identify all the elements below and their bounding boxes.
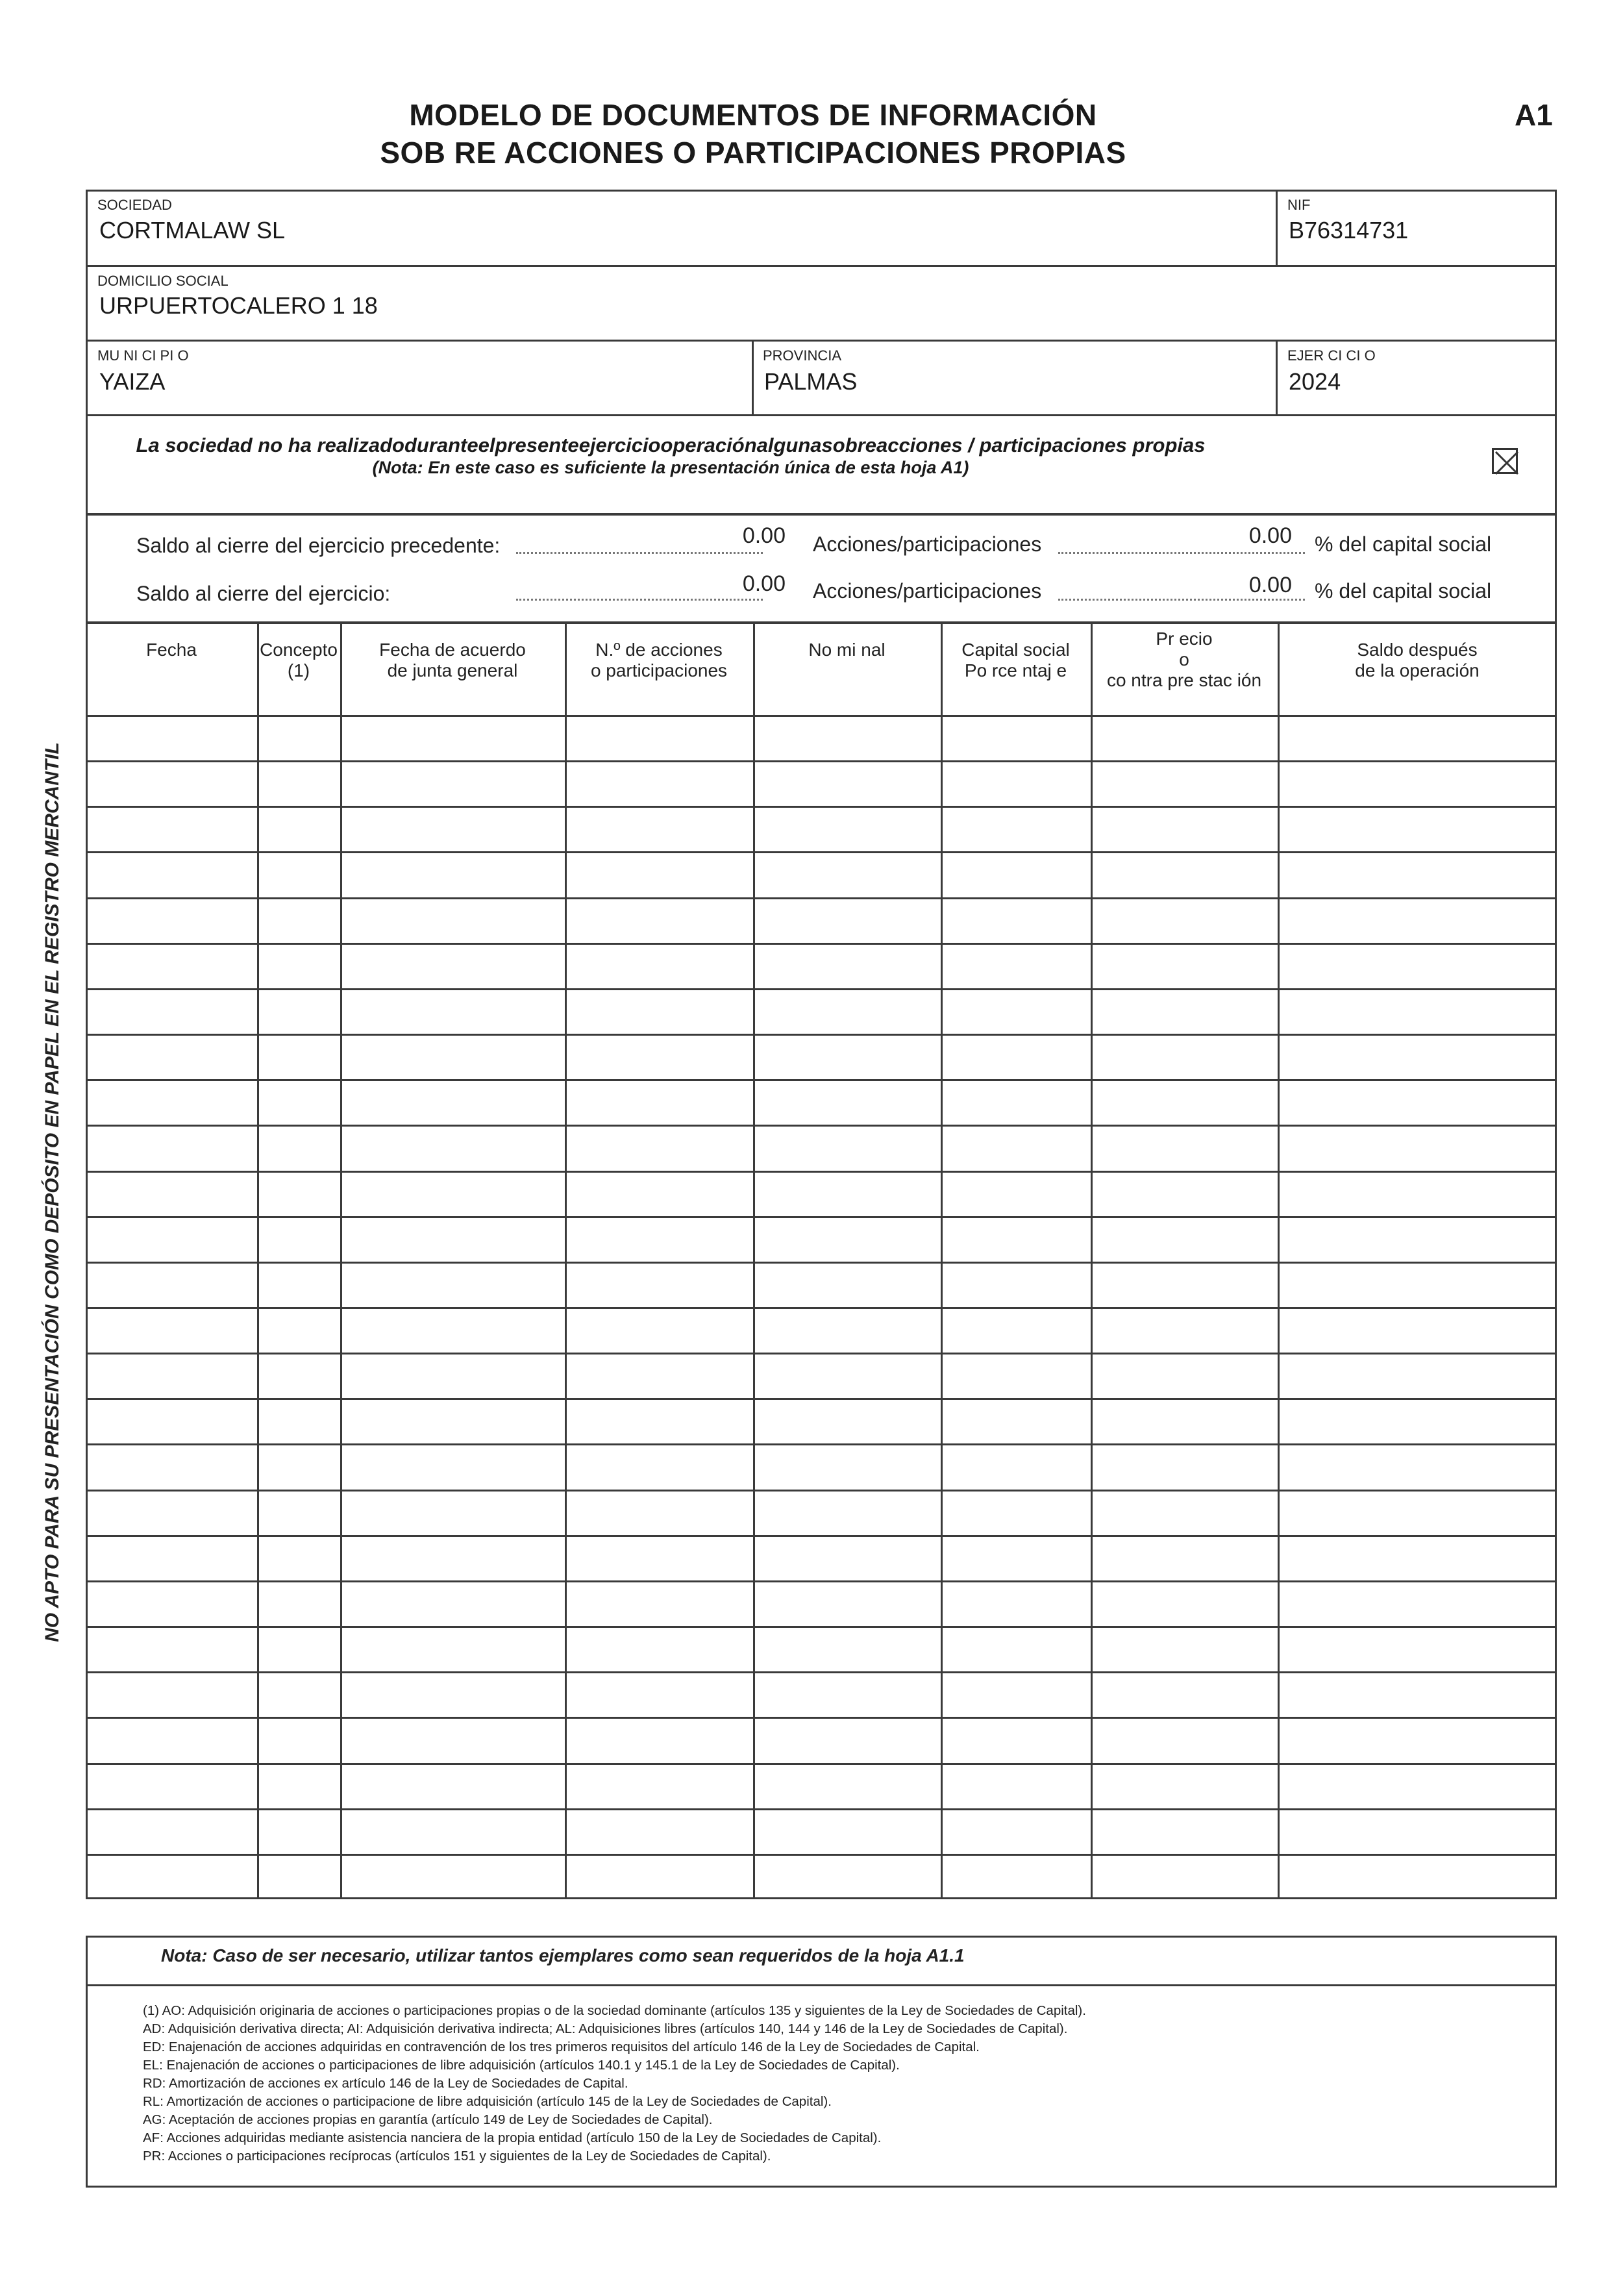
table-row-line <box>86 1262 1557 1264</box>
table-row-line <box>86 1398 1557 1400</box>
footnote-line: RL: Amortización de acciones o participacione de libre adquisición (artículo 145 de la Ley de Sociedades de Capital). <box>143 2094 832 2109</box>
footnote-line: ED: Enajenación de acciones adquiridas en contravención de los tres primeros requisitos del artículo 146 de la Ley de Sociedades de Capital. <box>143 2040 980 2054</box>
table-row-line <box>86 943 1557 945</box>
table-row-line <box>86 806 1557 808</box>
domicilio-label: DOMICILIO SOCIAL <box>97 273 229 289</box>
col-header-precio: Pr ecio o co ntra pre stac ión <box>1106 629 1262 690</box>
table-row-line <box>86 851 1557 853</box>
municipio-label: MU NI CI PI O <box>97 347 189 364</box>
title-line-1: MODELO DE DOCUMENTOS DE INFORMACIÓN <box>409 98 1097 132</box>
ejercicio-label: EJER CI CI O <box>1287 347 1376 364</box>
table-row-line <box>86 988 1557 990</box>
table-row-line <box>86 1216 1557 1218</box>
col-header-saldo-despues: Saldo después de la operación <box>1355 640 1480 680</box>
acciones-label: Acciones/participaciones <box>813 579 1042 603</box>
table-row-line <box>86 1854 1557 1856</box>
saldo-cierre-pct: 0.00 <box>1248 573 1292 597</box>
municipio-value: YAIZA <box>99 368 166 395</box>
sociedad-label: SOCIEDAD <box>97 197 172 213</box>
saldo-precedente-value: 0.00 <box>742 523 786 548</box>
column-divider <box>340 621 342 1899</box>
dotted-leader <box>1058 552 1305 554</box>
divider <box>86 414 1557 416</box>
saldo-cierre-label: Saldo al cierre del ejercicio: <box>136 582 391 605</box>
title-line-2: SOB RE ACCIONES O PARTICIPACIONES PROPIAS <box>380 136 1126 169</box>
pct-capital-label: % del capital social <box>1315 579 1492 603</box>
col-header-fecha: Fecha <box>146 640 197 660</box>
table-row-line <box>86 1580 1557 1582</box>
checkmark-x-icon <box>1494 450 1520 476</box>
table-row-line <box>86 1034 1557 1036</box>
dotted-leader <box>1058 599 1305 601</box>
col-header-concepto: Concepto (1) <box>260 640 338 680</box>
divider <box>86 1984 1557 1986</box>
saldo-precedente-pct: 0.00 <box>1248 523 1292 548</box>
column-divider <box>1278 621 1280 1899</box>
notice-note: (Nota: En este caso es suficiente la presentación única de esta hoja A1) <box>372 458 969 477</box>
column-divider <box>1091 621 1093 1899</box>
footnote-line: EL: Enajenación de acciones o participaciones de libre adquisición (artículos 140.1 y 145.1 de la Ley de Sociedades de Capital). <box>143 2058 900 2073</box>
nif-value: B76314731 <box>1289 217 1409 243</box>
table-row-line <box>86 897 1557 899</box>
footnote-line: RD: Amortización de acciones ex artículo 146 de la Ley de Sociedades de Capital. <box>143 2076 628 2091</box>
divider <box>86 340 1557 342</box>
footnote-line: (1) AO: Adquisición originaria de acciones o participaciones propias o de la sociedad dominante (artículos 135 y siguientes de la Ley de Sociedades de Capital). <box>143 2003 1086 2018</box>
provincia-value: PALMAS <box>764 368 858 395</box>
table-row-line <box>86 760 1557 762</box>
no-operations-checkbox[interactable] <box>1492 448 1518 474</box>
table-row-line <box>86 1307 1557 1309</box>
provincia-label: PROVINCIA <box>763 347 842 364</box>
column-divider <box>257 621 259 1899</box>
table-row-line <box>86 1808 1557 1810</box>
saldo-precedente-label: Saldo al cierre del ejercicio precedente: <box>136 534 501 557</box>
col-header-num-acciones: N.º de acciones o participaciones <box>590 640 728 680</box>
table-row-line <box>86 1353 1557 1354</box>
table-row-line <box>86 1717 1557 1719</box>
ejercicio-value: 2024 <box>1289 368 1341 395</box>
table-row-line <box>86 1079 1557 1081</box>
divider <box>752 340 754 414</box>
note-text: Nota: Caso de ser necesario, utilizar tantos ejemplares como sean requeridos de la hoja A1.1 <box>161 1945 965 1965</box>
pct-capital-label: % del capital social <box>1315 532 1492 556</box>
form-code: A1 <box>1515 98 1553 132</box>
acciones-label: Acciones/participaciones <box>813 532 1042 556</box>
table-row-line <box>86 1171 1557 1173</box>
saldos-box <box>86 513 1557 624</box>
divider <box>86 265 1557 267</box>
col-header-fecha-acuerdo: Fecha de acuerdo de junta general <box>379 640 526 680</box>
column-divider <box>941 621 943 1899</box>
table-row-line <box>86 1626 1557 1628</box>
table-row-line <box>86 1490 1557 1491</box>
table-row-line <box>86 1671 1557 1673</box>
no-operations-notice: La sociedad no ha realizadoduranteelpresenteejerciciooperaciónalgunasobreacciones / participaciones propias <box>136 434 1206 456</box>
col-header-capital-social: Capital social Po rce ntaj e <box>961 640 1070 680</box>
footnote-line: AG: Aceptación de acciones propias en garantía (artículo 149 de Ley de Sociedades de Capital). <box>143 2112 713 2127</box>
divider <box>1276 190 1278 265</box>
footnote-line: AF: Acciones adquiridas mediante asistencia nanciera de la propia entidad (artículo 150 de la Ley de Sociedades de Capital). <box>143 2130 882 2145</box>
column-divider <box>565 621 567 1899</box>
nif-label: NIF <box>1287 197 1311 213</box>
dotted-leader <box>516 599 763 601</box>
divider <box>1276 340 1278 414</box>
table-row-line <box>86 1535 1557 1537</box>
side-disclaimer: NO APTO PARA SU PRESENTACIÓN COMO DEPÓSITO EN PAPEL EN EL REGISTRO MERCANTIL <box>42 742 63 1642</box>
table-row-line <box>86 1443 1557 1445</box>
table-row-line <box>86 1125 1557 1127</box>
saldo-cierre-value: 0.00 <box>742 571 786 596</box>
sociedad-value: CORTMALAW SL <box>99 217 286 243</box>
domicilio-value: URPUERTOCALERO 1 18 <box>99 292 378 319</box>
table-frame <box>86 621 1557 1899</box>
column-divider <box>753 621 755 1899</box>
dotted-leader <box>516 552 763 554</box>
table-row-line <box>86 1763 1557 1765</box>
header-bottom-line <box>86 715 1557 717</box>
footnote-line: PR: Acciones o participaciones recíprocas (artículos 151 y siguientes de la Ley de Sociedades de Capital). <box>143 2149 771 2164</box>
footnote-line: AD: Adquisición derivativa directa; AI: Adquisición derivativa indirecta; AL: Adquisiciones libres (artículos 140, 144 y 146 de la Ley de Sociedades de Capital). <box>143 2021 1068 2036</box>
col-header-nominal: No mi nal <box>808 640 886 660</box>
